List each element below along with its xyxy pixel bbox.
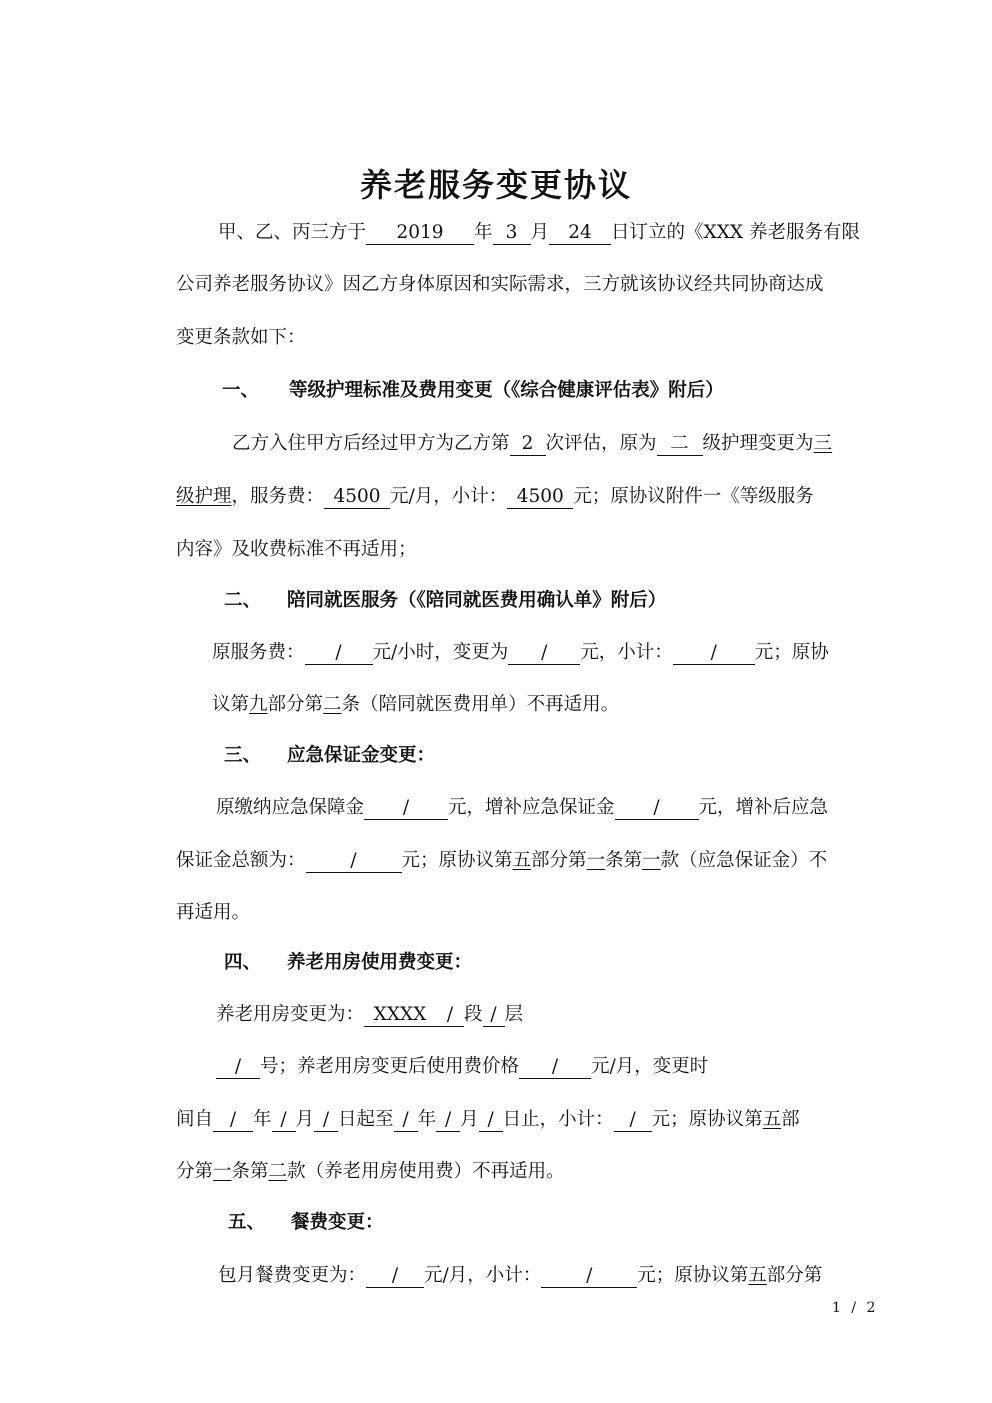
section-4-line-3: 间自 / 年 / 月 / 日起至 / 年 / 月 / 日止，小计： / 元；原协议第五部 bbox=[176, 1109, 800, 1130]
section-4-line-2: / 号；养老用房变更后使用费价格 / 元/月，变更时 bbox=[216, 1054, 708, 1080]
section-4-heading: 四、 养老用房使用费变更： bbox=[224, 952, 473, 973]
section-4-line-4: 分第一条第二款（养老用房使用费）不再适用。 bbox=[176, 1161, 565, 1182]
intro-line-2: 公司养老服务协议》因乙方身体原因和实际需求，三方就该协议经共同协商达成 bbox=[176, 274, 824, 295]
section-3-line-3: 再适用。 bbox=[176, 902, 251, 923]
document-title: 养老服务变更协议 bbox=[359, 166, 632, 204]
section-3-line-2: 保证金总额为： / 元；原协议第五部分第一条第一款（应急保证金）不 bbox=[176, 850, 828, 871]
page-number: 1 / 2 bbox=[832, 1300, 879, 1316]
year-field: 2019 bbox=[366, 222, 474, 245]
month-field: 3 bbox=[493, 222, 531, 245]
section-3-line-1: 原缴纳应急保障金 / 元，增补应急保证金 / 元，增补后应急 bbox=[216, 797, 829, 818]
section-5-line-1: 包月餐费变更为： / 元/月，小计： / 元；原协议第五部分第 bbox=[218, 1265, 823, 1286]
section-2-line-1: 原服务费： / 元/小时，变更为 / 元，小计： / 元；原协 bbox=[212, 642, 829, 663]
section-4-line-1: 养老用房变更为： XXXX / 段 / 层 bbox=[216, 1004, 524, 1025]
section-2-line-2: 议第九部分第二条（陪同就医费用单）不再适用。 bbox=[212, 694, 620, 715]
section-1-line-1: 乙方入住甲方后经过甲方为乙方第 2 次评估，原为 二 级护理变更为三 bbox=[232, 433, 833, 454]
intro-line-3: 变更条款如下： bbox=[176, 327, 306, 348]
section-2-heading: 二、 陪同就医服务（《陪同就医费用确认单》附后） bbox=[224, 590, 667, 611]
section-1-line-3: 内容》及收费标准不再适用； bbox=[176, 539, 417, 560]
intro-line-1: 甲、乙、丙三方于 2019 年 3 月 24 日订立的《XXX 养老服务有限 bbox=[218, 222, 860, 243]
day-field: 24 bbox=[549, 222, 611, 245]
section-1-heading: 一、 等级护理标准及费用变更（《综合健康评估表》附后） bbox=[222, 380, 724, 401]
section-1-line-2: 级护理，服务费： 4500 元/月，小计： 4500 元；原协议附件一《等级服务 bbox=[176, 486, 814, 507]
section-5-heading: 五、 餐费变更： bbox=[228, 1212, 384, 1233]
section-3-heading: 三、 应急保证金变更： bbox=[224, 745, 436, 766]
